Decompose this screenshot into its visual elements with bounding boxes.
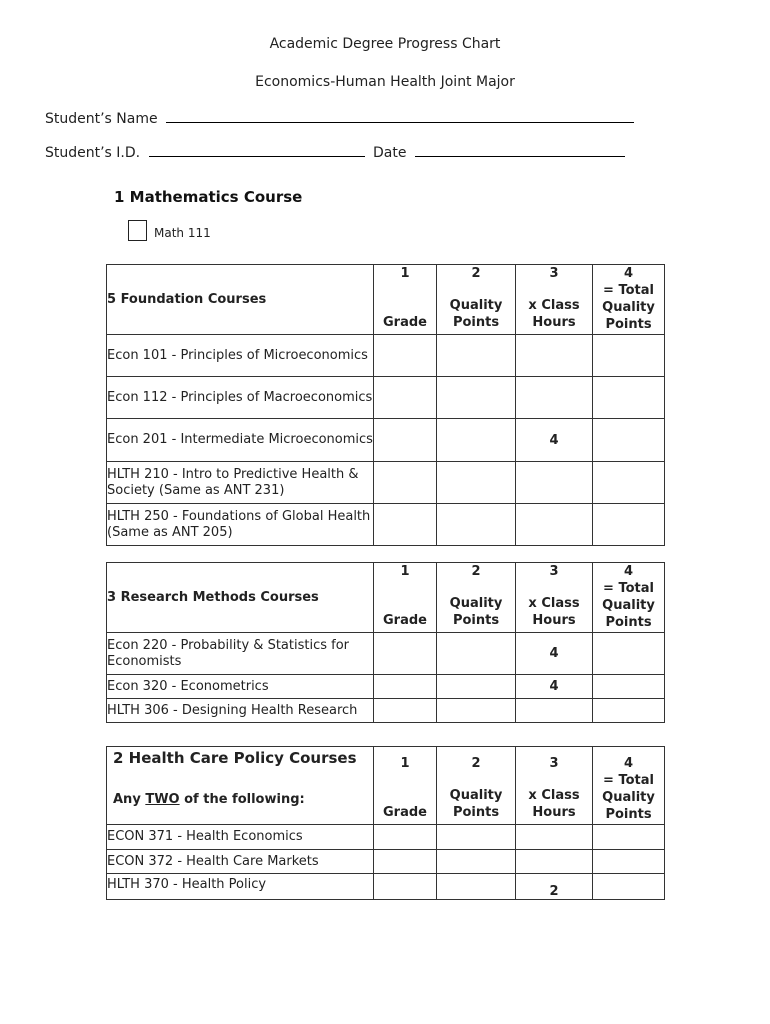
quality-points-cell[interactable] — [437, 699, 516, 723]
table-row — [107, 850, 665, 874]
grade-cell[interactable] — [374, 675, 437, 699]
quality-points-cell[interactable] — [437, 850, 516, 874]
quality-points-cell[interactable] — [437, 675, 516, 699]
quality-points-col-header: 2 Quality Points — [437, 563, 516, 633]
quality-points-cell[interactable] — [437, 462, 516, 504]
course-name: HLTH 250 - Foundations of Global Health (Same as ANT 205) — [107, 504, 374, 546]
course-name: HLTH 210 - Intro to Predictive Health & Society (Same as ANT 231) — [107, 462, 374, 504]
policy-table — [106, 746, 665, 900]
math-111-label: Math 111 — [154, 226, 211, 240]
grade-cell[interactable] — [374, 377, 437, 419]
student-id-row — [45, 142, 625, 161]
quality-points-col-header: 2 Quality Points — [437, 747, 516, 825]
date-field[interactable] — [415, 142, 625, 157]
course-name: HLTH 370 - Health Policy — [107, 874, 374, 900]
class-hours-col-header: 3 x Class Hours — [516, 747, 593, 825]
class-hours-cell[interactable] — [516, 825, 593, 850]
research-title: 3 Research Methods Courses — [107, 563, 374, 633]
grade-cell[interactable] — [374, 874, 437, 900]
course-name: Econ 112 - Principles of Macroeconomics — [107, 377, 374, 419]
course-name: ECON 372 - Health Care Markets — [107, 850, 374, 874]
class-hours-cell[interactable]: 2 — [516, 874, 593, 900]
page-title: Academic Degree Progress Chart — [269, 36, 501, 52]
total-quality-points-col-header: 4 = Total Quality Points — [593, 563, 665, 633]
grade-col-header: 1 Grade — [374, 563, 437, 633]
table-row — [107, 504, 665, 546]
grade-cell[interactable] — [374, 850, 437, 874]
course-name: Econ 320 - Econometrics — [107, 675, 374, 699]
grade-cell[interactable] — [374, 335, 437, 377]
foundation-table — [106, 264, 665, 546]
research-table — [106, 562, 665, 723]
date-label: Date — [373, 145, 407, 161]
total-quality-points-col-header: 4 = Total Quality Points — [593, 265, 665, 335]
total-cell[interactable] — [593, 874, 665, 900]
quality-points-cell[interactable] — [437, 825, 516, 850]
math-section-title: 1 Mathematics Course — [114, 188, 303, 206]
foundation-title: 5 Foundation Courses — [107, 265, 374, 335]
total-cell[interactable] — [593, 335, 665, 377]
class-hours-cell[interactable] — [516, 850, 593, 874]
policy-title: 2 Health Care Policy Courses — [113, 749, 357, 767]
course-name: Econ 220 - Probability & Statistics for Economists — [107, 633, 374, 675]
class-hours-cell[interactable] — [516, 504, 593, 546]
class-hours-cell[interactable] — [516, 699, 593, 723]
table-header-row — [107, 265, 665, 335]
quality-points-cell[interactable] — [437, 874, 516, 900]
total-cell[interactable] — [593, 850, 665, 874]
table-header-row — [107, 563, 665, 633]
course-name: Econ 101 - Principles of Microeconomics — [107, 335, 374, 377]
quality-points-cell[interactable] — [437, 504, 516, 546]
grade-cell[interactable] — [374, 504, 437, 546]
total-quality-points-col-header: 4 = Total Quality Points — [593, 747, 665, 825]
grade-cell[interactable] — [374, 825, 437, 850]
grade-cell[interactable] — [374, 419, 437, 462]
class-hours-col-header: 3 x Class Hours — [516, 563, 593, 633]
table-row — [107, 825, 665, 850]
table-header-row — [107, 747, 665, 825]
class-hours-col-header: 3 x Class Hours — [516, 265, 593, 335]
table-row — [107, 335, 665, 377]
page-subtitle: Economics-Human Health Joint Major — [255, 74, 515, 90]
class-hours-cell[interactable]: 4 — [516, 419, 593, 462]
quality-points-cell[interactable] — [437, 335, 516, 377]
grade-cell[interactable] — [374, 699, 437, 723]
total-cell[interactable] — [593, 504, 665, 546]
table-row — [107, 462, 665, 504]
total-cell[interactable] — [593, 419, 665, 462]
table-row — [107, 377, 665, 419]
course-name: Econ 201 - Intermediate Microeconomics — [107, 419, 374, 462]
quality-points-col-header: 2 Quality Points — [437, 265, 516, 335]
student-name-label: Student’s Name — [45, 111, 158, 127]
quality-points-cell[interactable] — [437, 633, 516, 675]
quality-points-cell[interactable] — [437, 419, 516, 462]
student-id-label: Student’s I.D. — [45, 145, 141, 161]
grade-col-header: 1 Grade — [374, 747, 437, 825]
grade-col-header: 1 Grade — [374, 265, 437, 335]
table-row — [107, 874, 665, 900]
course-name: HLTH 306 - Designing Health Research — [107, 699, 374, 723]
grade-cell[interactable] — [374, 462, 437, 504]
course-name: ECON 371 - Health Economics — [107, 825, 374, 850]
class-hours-cell[interactable] — [516, 335, 593, 377]
class-hours-cell[interactable]: 4 — [516, 633, 593, 675]
total-cell[interactable] — [593, 462, 665, 504]
total-cell[interactable] — [593, 699, 665, 723]
quality-points-cell[interactable] — [437, 377, 516, 419]
student-name-row — [45, 108, 634, 127]
student-name-field[interactable] — [166, 108, 634, 123]
math-111-checkbox[interactable] — [128, 220, 147, 241]
class-hours-cell[interactable]: 4 — [516, 675, 593, 699]
class-hours-cell[interactable] — [516, 462, 593, 504]
table-row — [107, 675, 665, 699]
table-row — [107, 699, 665, 723]
total-cell[interactable] — [593, 377, 665, 419]
total-cell[interactable] — [593, 675, 665, 699]
total-cell[interactable] — [593, 633, 665, 675]
class-hours-cell[interactable] — [516, 377, 593, 419]
table-row — [107, 633, 665, 675]
policy-title-cell — [107, 747, 374, 825]
policy-subheading: Any TWO of the following: — [113, 792, 305, 807]
student-id-field[interactable] — [149, 142, 365, 157]
total-cell[interactable] — [593, 825, 665, 850]
grade-cell[interactable] — [374, 633, 437, 675]
table-row — [107, 419, 665, 462]
